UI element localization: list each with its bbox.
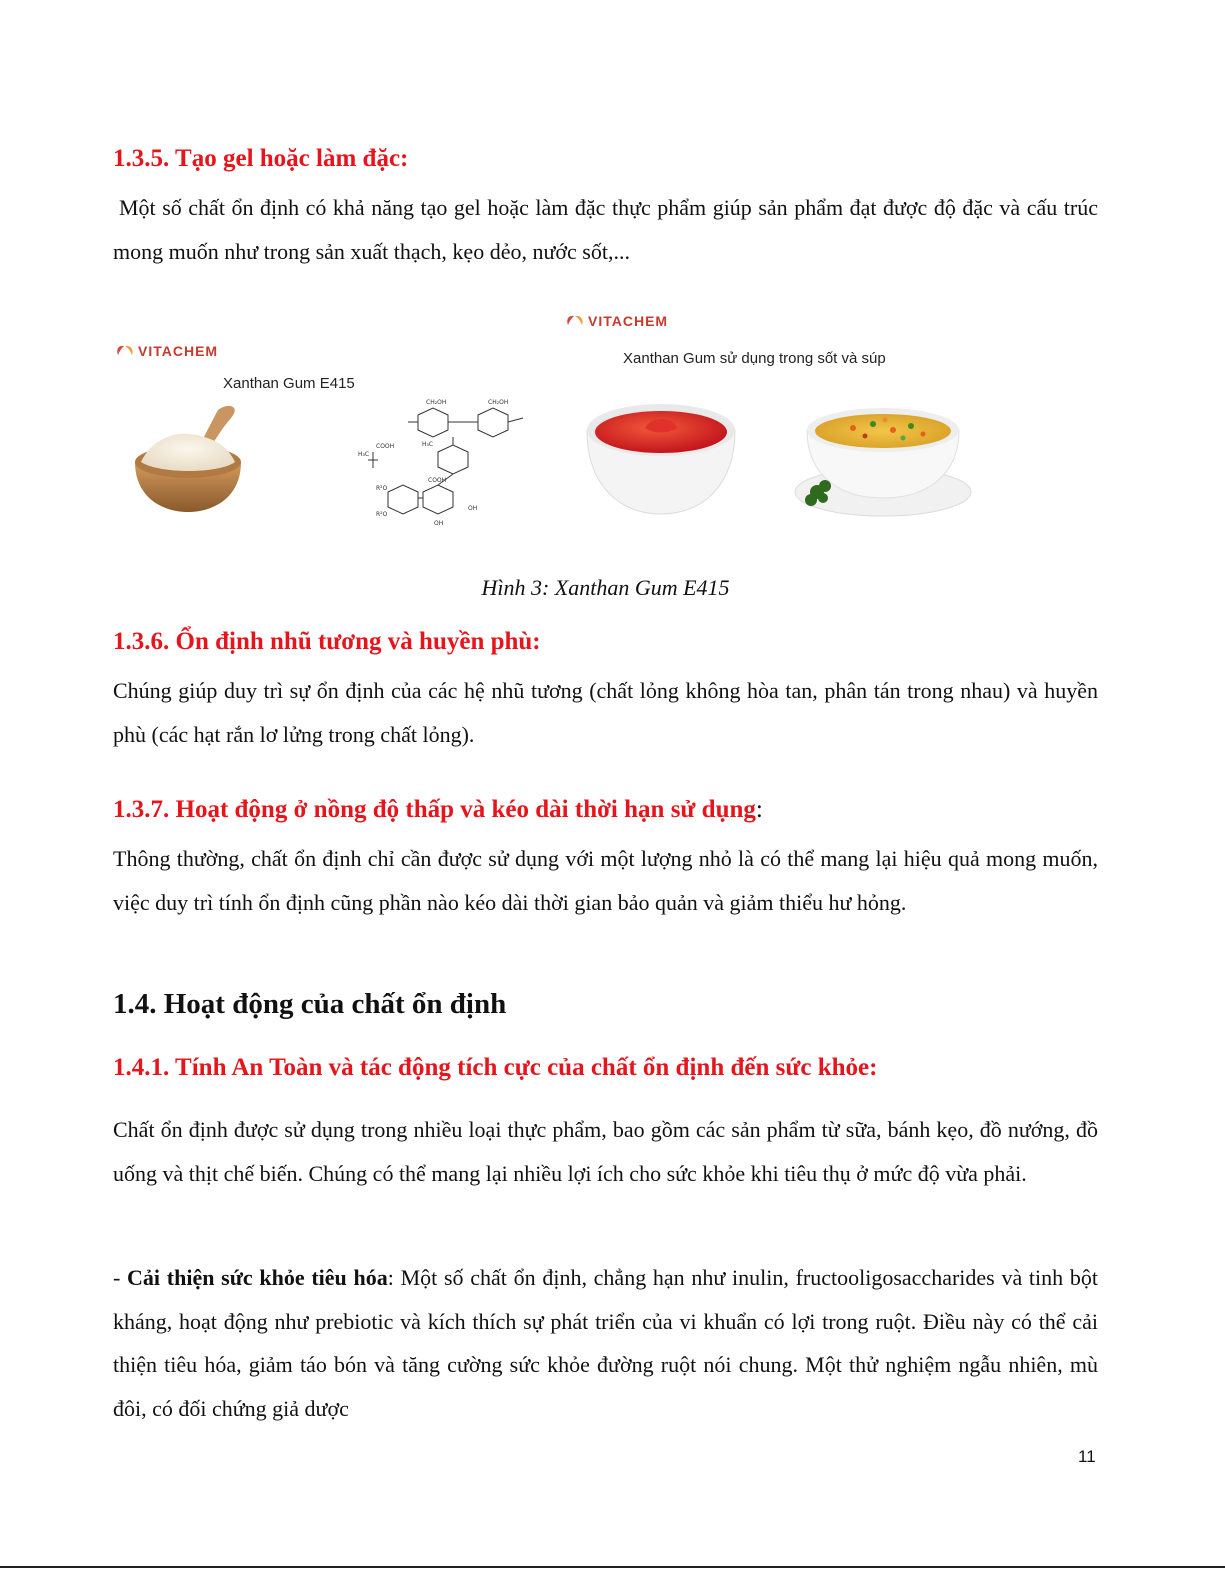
figure-xanthan-gum — [113, 300, 1098, 540]
svg-text:H₃C: H₃C — [358, 451, 370, 458]
svg-text:CH₂OH: CH₂OH — [488, 399, 509, 406]
svg-text:COOH: COOH — [428, 477, 447, 484]
heading-1-3-7 — [113, 796, 763, 824]
paragraph-1-3-7: Thông thường, chất ổn định chỉ cần được sử dụng với một lượng nhỏ là có thể mang lại hiệu quả mong muốn, việc duy trì tính ổn định cũng phần nào kéo dài thời gian bảo quản và giảm thiểu hư hỏng. — [113, 846, 1098, 915]
figure-label-right: Xanthan Gum sử dụng trong sốt và súp — [623, 350, 886, 367]
svg-text:R²O: R²O — [376, 511, 388, 518]
bullet-text: : Một số chất ổn định, chẳng hạn như inulin, fructooligosaccharides và tinh bột kháng, hoạt động như prebiotic và kích thích sự phát triển của vi khuẩn có lợi trong ruột. Điều này có thể cải thiện tiêu hóa, giảm táo bón và tăng cường sức khỏe đường ruột nói chung. Một thử nghiệm ngẫu nhiên, mù đôi, có đối chứng giả dược — [113, 1265, 1098, 1421]
paragraph-1-3-5: Một số chất ổn định có khả năng tạo gel hoặc làm đặc thực phẩm giúp sản phẩm đạt được độ đặc và cấu trúc mong muốn như trong sản xuất thạch, kẹo dẻo, nước sốt,... — [113, 195, 1098, 264]
figure-label-left: Xanthan Gum E415 — [223, 375, 355, 392]
brand-right-text: VITACHEM — [588, 313, 669, 329]
heading-1-3-5: 1.3.5. Tạo gel hoặc làm đặc: — [113, 145, 409, 172]
bullet-digestive-health — [113, 1256, 1098, 1430]
powder-bowl-image — [123, 400, 253, 515]
paragraph-1-4-1: Chất ổn định được sử dụng trong nhiều loại thực phẩm, bao gồm các sản phẩm từ sữa, bánh kẹo, đồ nướng, đồ uống và thịt chế biến. Chúng có thể mang lại nhiều lợi ích cho sức khỏe khi tiêu thụ ở mức độ vừa phải. — [113, 1117, 1098, 1186]
vitachem-logo-icon — [115, 344, 135, 361]
brand-left-text: VITACHEM — [138, 343, 219, 359]
heading-1-3-7-colon: : — [755, 796, 763, 823]
svg-text:CH₂OH: CH₂OH — [426, 399, 447, 406]
paragraph-1-3-6: Chúng giúp duy trì sự ổn định của các hệ nhũ tương (chất lỏng không hòa tan, phân tán trong nhau) và huyền phù (các hạt rắn lơ lửng trong chất lỏng). — [113, 678, 1098, 747]
heading-1-4-1: 1.4.1. Tính An Toàn và tác động tích cực của chất ổn định đến sức khỏe: — [113, 1054, 878, 1081]
heading-1-3-6: 1.3.6. Ổn định nhũ tương và huyền phù: — [113, 628, 541, 655]
svg-text:OH: OH — [434, 520, 444, 527]
heading-1-4: 1.4. Hoạt động của chất ổn định — [113, 988, 507, 1020]
xanthan-molecule-diagram — [338, 390, 538, 530]
brand-logo-right — [565, 313, 668, 331]
page-number: 11 — [1078, 1447, 1096, 1466]
bullet-prefix: - — [113, 1265, 128, 1290]
ketchup-bowl-image — [581, 392, 741, 522]
vitachem-logo-icon — [565, 314, 585, 331]
svg-text:R²O: R²O — [376, 485, 388, 492]
svg-text:H₃C: H₃C — [422, 441, 434, 448]
figure-caption: Hình 3: Xanthan Gum E415 — [481, 575, 730, 600]
bottom-divider — [0, 1566, 1225, 1568]
svg-text:COOH: COOH — [376, 443, 395, 450]
bullet-bold-term: Cải thiện sức khỏe tiêu hóa — [127, 1265, 388, 1290]
heading-1-3-7-text: 1.3.7. Hoạt động ở nồng độ thấp và kéo dài thời hạn sử dụng — [113, 796, 756, 823]
soup-bowl-image — [793, 400, 973, 520]
svg-text:OH: OH — [468, 505, 478, 512]
brand-logo-left — [115, 343, 218, 361]
